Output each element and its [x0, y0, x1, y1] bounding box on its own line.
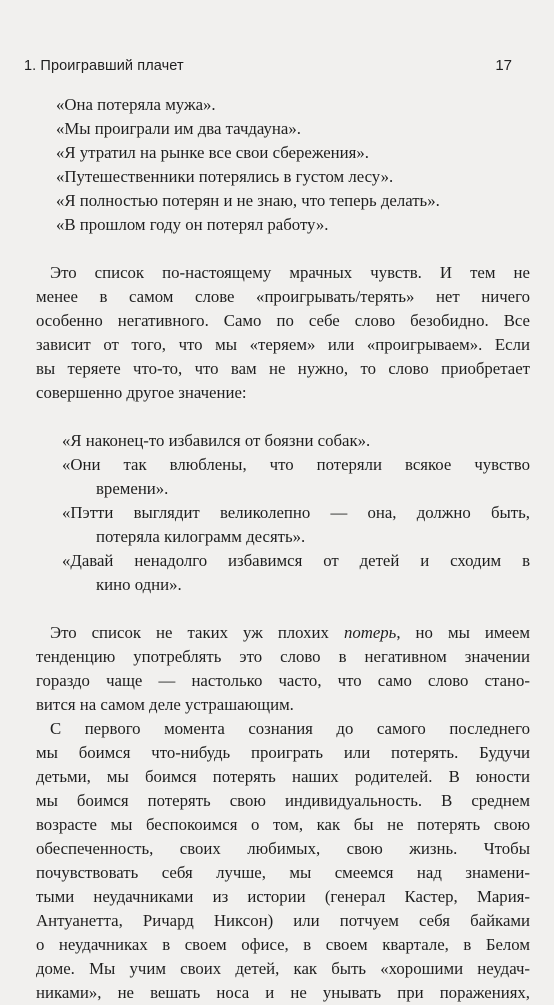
quote-line: «Я наконец-то избавился от боязни собак».	[62, 431, 371, 450]
paragraph-line: возрасте мы беспокоимся о том, как бы не потерять свою	[36, 815, 530, 834]
paragraph-line: тыми неудачниками из истории (генерал Кастер, Мария-	[36, 887, 530, 906]
quote-list-losses	[36, 93, 530, 237]
text-run: , но мы имеем	[396, 623, 530, 642]
paragraph-negative-meaning	[36, 621, 530, 717]
quote-line-continuation: потеряла килограмм десять».	[96, 527, 306, 546]
paragraph-line: зависит от того, что мы «теряем» или «проигрываем». Если	[36, 335, 530, 354]
page-number: 17	[495, 57, 512, 74]
quote-list-positive-losses	[36, 429, 530, 597]
quote-line: «Давай ненадолго избавимся от детей и сходим в	[62, 551, 530, 570]
text-run: Это список не таких уж плохих	[50, 623, 344, 642]
running-head-chapter-title: 1. Проигравший плачет	[24, 58, 184, 74]
quote-line: «Она потеряла мужа».	[56, 95, 216, 114]
paragraph-line: совершенно другое значение:	[36, 383, 247, 402]
quote-line: «Путешественники потерялись в густом лесу».	[56, 167, 394, 186]
paragraph-line: С первого момента сознания до самого последнего	[50, 719, 530, 738]
paragraph-line: особенно негативного. Само по себе слово безобидно. Все	[36, 311, 530, 330]
quote-line: «В прошлом году он потерял работу».	[56, 215, 329, 234]
quote-line: «Я полностью потерян и не знаю, что теперь делать».	[56, 191, 440, 210]
paragraph-line: обеспеченность, своих любимых, свою жизнь. Чтобы	[36, 839, 530, 858]
paragraph-fear-of-losing	[36, 717, 530, 1005]
paragraph-line: тенденцию употреблять это слово в негативном значении	[36, 647, 530, 666]
quote-line: «Они так влюблены, что потеряли всякое чувство	[62, 455, 530, 474]
paragraph-line: Это список по-настоящему мрачных чувств. И тем не	[50, 263, 530, 282]
paragraph-line: гораздо чаще — настолько часто, что само слово стано-	[36, 671, 530, 690]
paragraph-line: мы боимся потерять свою индивидуальность. В среднем	[36, 791, 530, 810]
paragraph-line: почувствовать себя лучше, мы смеемся над знамени-	[36, 863, 530, 882]
paragraph-line: вы теряете что-то, что вам не нужно, то слово приобретает	[36, 359, 530, 378]
paragraph-line: мы боимся что-нибудь проиграть или потерять. Будучи	[36, 743, 530, 762]
quote-line: «Я утратил на рынке все свои сбережения».	[56, 143, 369, 162]
paragraph-line: Антуанетта, Ричард Никсон) или потчуем себя байками	[36, 911, 530, 930]
paragraph-line: детьми, мы боимся потерять наших родителей. В юности	[36, 767, 530, 786]
italic-word: потерь	[343, 623, 397, 642]
quote-line-continuation: кино одни».	[96, 575, 182, 594]
quote-line-continuation: времени».	[96, 479, 169, 498]
paragraph-line: вится на самом деле устрашающим.	[36, 695, 294, 714]
paragraph-line: никами», не вешать носа и не унывать при поражениях,	[36, 983, 530, 1002]
page-body	[36, 93, 530, 1005]
paragraph-line: доме. Мы учим своих детей, как быть «хорошими неудач-	[36, 959, 530, 978]
paragraph-line: о неудачниках в своем офисе, в своем квартале, в Белом	[36, 935, 530, 954]
paragraph-line: менее в самом слове «проигрывать/терять» нет ничего	[36, 287, 530, 306]
paragraph-gloomy-feelings	[36, 261, 530, 405]
paragraph-line	[36, 621, 530, 645]
quote-line: «Пэтти выглядит великолепно — она, должно быть,	[62, 503, 530, 522]
quote-line: «Мы проиграли им два тачдауна».	[56, 119, 301, 138]
